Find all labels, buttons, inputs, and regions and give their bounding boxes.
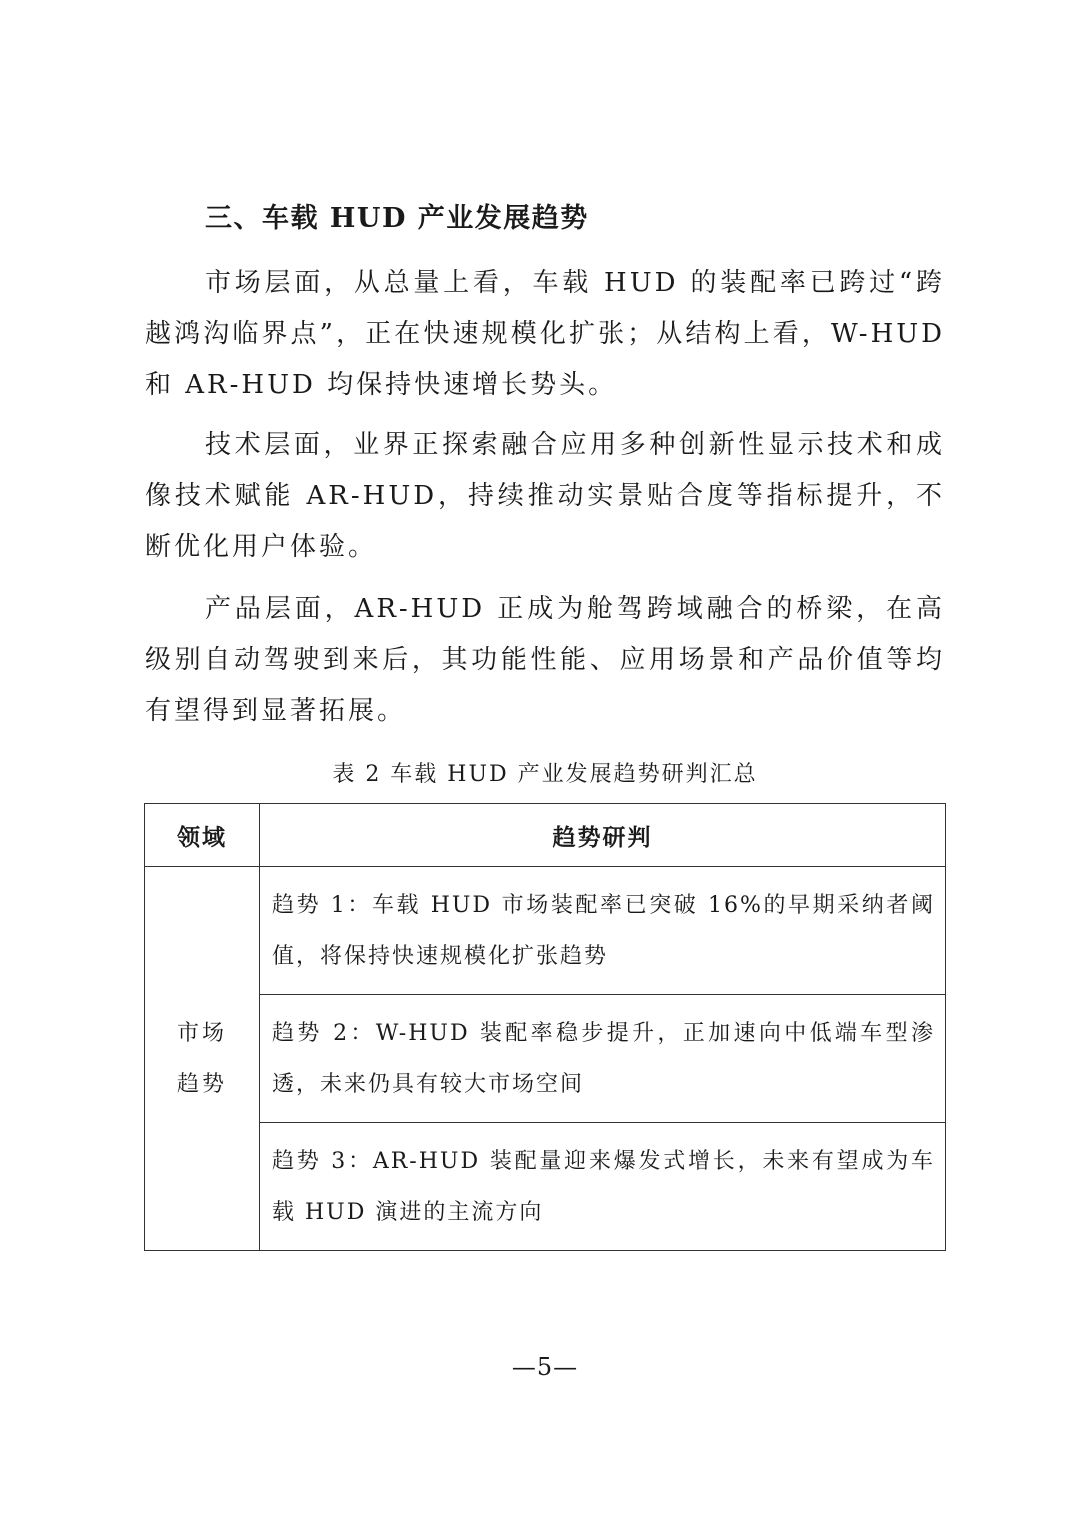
domain-line: 市场	[176, 1020, 227, 1046]
table-row	[145, 995, 946, 1123]
table-row	[145, 1123, 946, 1251]
table-caption: 表 2 车载 HUD 产业发展趋势研判汇总	[332, 762, 758, 787]
trend-table	[144, 803, 946, 1251]
table-header-row	[145, 804, 946, 867]
header-domain: 领域	[145, 804, 260, 867]
page-number: —5—	[511, 1353, 579, 1381]
section-heading: 三、车载 HUD 产业发展趋势	[205, 203, 589, 234]
paragraph-product: 产品层面，AR-HUD 正成为舱驾跨域融合的桥梁，在高级别自动驾驶到来后，其功能性能、应用场景和产品价值等均有望得到显著拓展。	[145, 594, 945, 726]
paragraph-market: 市场层面，从总量上看，车载 HUD 的装配率已跨过“跨越鸿沟临界点”，正在快速规模化扩张；从结构上看，W-HUD 和 AR-HUD 均保持快速增长势头。	[145, 268, 945, 400]
trend-cell-1: 趋势 1：车载 HUD 市场装配率已突破 16%的早期采纳者阈值，将保持快速规模化扩张趋势	[260, 867, 946, 995]
trend-cell-2: 趋势 2：W-HUD 装配率稳步提升，正加速向中低端车型渗透，未来仍具有较大市场空间	[260, 995, 946, 1123]
table-row	[145, 867, 946, 995]
domain-cell	[145, 867, 260, 1251]
header-trend: 趋势研判	[260, 804, 946, 867]
domain-line: 趋势	[176, 1071, 227, 1097]
paragraph-technology: 技术层面，业界正探索融合应用多种创新性显示技术和成像技术赋能 AR-HUD，持续推动实景贴合度等指标提升，不断优化用户体验。	[145, 430, 945, 562]
trend-cell-3: 趋势 3：AR-HUD 装配量迎来爆发式增长，未来有望成为车载 HUD 演进的主流方向	[260, 1123, 946, 1251]
